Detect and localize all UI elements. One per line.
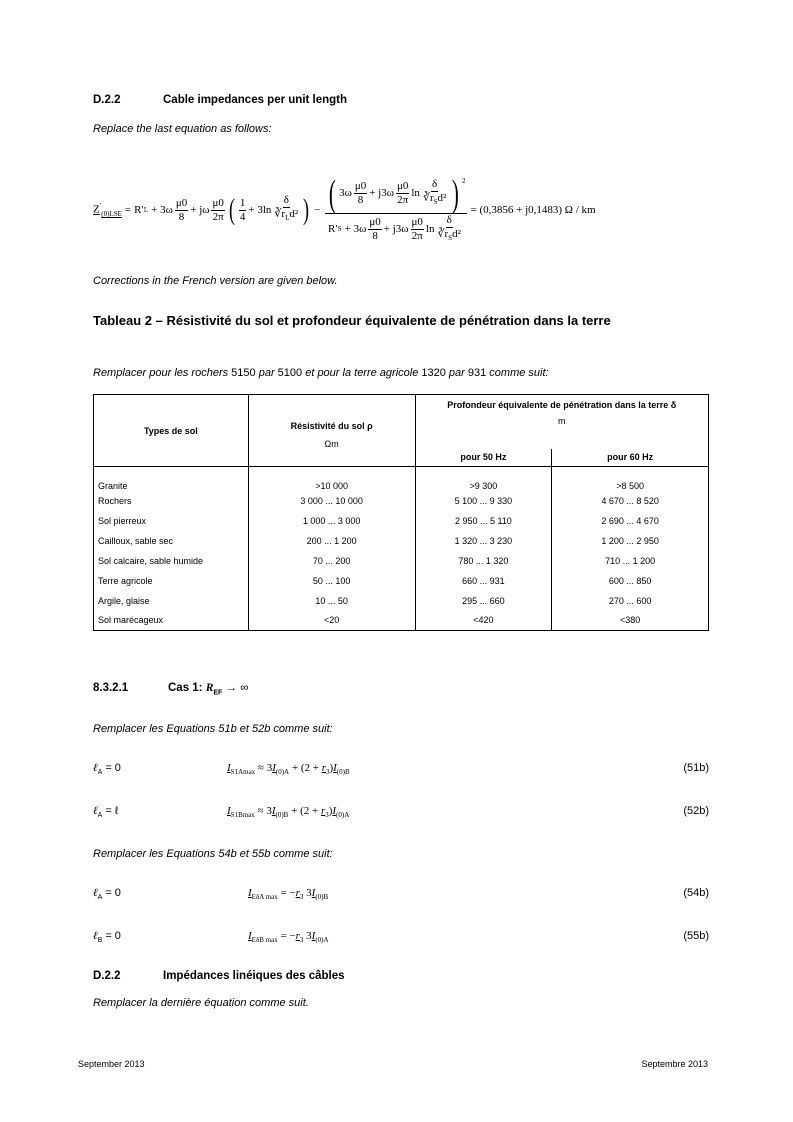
corrections-note: Corrections in the French version are given below. <box>93 275 338 287</box>
value-cell: 2 690 ... 4 670 <box>601 515 659 526</box>
equation-row <box>93 887 709 903</box>
equation-formula: $I_{S1Amax} \approx 3I_{(0)A} + (2 + r_3)I_{(0)B}$ <box>227 762 350 777</box>
value-cell: 600 ... 850 <box>608 575 652 586</box>
section-number: D.2.2 <box>93 94 121 106</box>
value-cell: 295 ... 660 <box>415 591 552 611</box>
soil-type-cell: Sol pierreux <box>94 511 249 531</box>
value-cell: <20 <box>248 611 415 631</box>
value-cell: 5 100 ... 9 330 <box>415 491 552 511</box>
table-instruction: Remplacer pour les rochers 5150 par 5100 et pour la terre agricole 1320 par 931 comme suit: <box>93 367 549 379</box>
header-depth: Profondeur équivalente de pénétration dans la terre δ m <box>447 400 677 426</box>
equation-condition: ℓ$_A$ = 0 <box>93 887 121 902</box>
table-row <box>94 591 709 611</box>
equation-condition: ℓ$_A$ = ℓ <box>93 805 119 820</box>
value-cell: 200 ... 1 200 <box>248 531 415 551</box>
table-row <box>94 551 709 571</box>
soil-type-cell: Terre agricole <box>94 571 249 591</box>
value-cell: 2 950 ... 5 110 <box>415 511 552 531</box>
instruction-text: Replace the last equation as follows: <box>93 123 272 135</box>
header-50hz: pour 50 Hz <box>415 449 552 467</box>
soil-type-cell: Sol calcaire, sable humide <box>94 551 249 571</box>
equation-number: (54b) <box>683 887 709 899</box>
section-heading-83221: 8.3.2.1 Cas 1: $R_{EF}$ → ∞ <box>93 682 249 697</box>
footer-left: September 2013 <box>78 1059 145 1069</box>
value-cell: 4 670 ... 8 520 <box>601 495 659 506</box>
equation-row <box>93 805 709 821</box>
soil-type-cell: Sol marécageux <box>94 611 249 631</box>
value-cell: 660 ... 931 <box>415 571 552 591</box>
section-heading-d22-fr: D.2.2 Impédances linéiques des câbles <box>93 970 345 982</box>
value-cell: <420 <box>415 611 552 631</box>
value-cell: 3 000 ... 10 000 <box>248 491 415 511</box>
section-heading-d22 <box>93 94 347 106</box>
equation-number: (51b) <box>683 762 709 774</box>
table-title: Tableau 2 – Résistivité du sol et profondeur équivalente de pénétration dans la terre <box>93 313 611 328</box>
table-row <box>94 531 709 551</box>
table-row <box>94 491 709 511</box>
soil-resistivity-table <box>93 394 709 631</box>
value-cell: 710 ... 1 200 <box>605 555 656 566</box>
value-cell: 1 200 ... 2 950 <box>601 535 659 546</box>
instruction-54b-55b: Remplacer les Equations 54b et 55b comme suit: <box>93 848 333 860</box>
value-cell: 70 ... 200 <box>248 551 415 571</box>
table-row <box>94 511 709 531</box>
value-cell: >10 000 <box>248 467 415 491</box>
value-cell: 1 000 ... 3 000 <box>248 511 415 531</box>
header-60hz: pour 60 Hz <box>552 449 709 467</box>
equation-condition: ℓ$_A$ = 0 <box>93 762 121 777</box>
value-cell: >9 300 <box>415 467 552 491</box>
equation-condition: ℓ$_B$ = 0 <box>93 930 121 945</box>
table-row <box>94 571 709 591</box>
value-cell: 10 ... 50 <box>248 591 415 611</box>
soil-type-cell: Granite <box>94 467 249 491</box>
equation-formula: $I_{S1Bmax} \approx 3I_{(0)B} + (2 + r_3)I_{(0)A}$ <box>227 805 350 820</box>
soil-type-cell: Cailloux, sable sec <box>94 531 249 551</box>
equation-row <box>93 930 709 946</box>
impedance-equation: $Z'_{(0)LSE}$ = R′ L + 3ω $\frac{\mu 0}{8}$ + jω $\frac{\mu 0}{2\pi}$ ( $\frac{1}{4}$ + 3ln $\frac{\delta}{∛r_Ld^2}$ ) − ( 3ω $\frac{\mu 0}{8}$ + j3ω $\frac{\mu 0}{2\pi}$ ln $\frac{\delta}{∛r_Sd^2}$ ) $^2$ R′ S + 3ω $\frac{\mu 0}{8}$ + j3ω $\frac{\mu 0}{2\pi}$ ln $\frac{\delta}{∛r_Sd^2}$ = (0,3856 + j0,1483) Ω / km <box>93 172 596 243</box>
soil-type-cell: Argile, glaise <box>94 591 249 611</box>
value-cell: 270 ... 600 <box>608 595 652 606</box>
instruction-last-equation: Remplacer la dernière équation comme suit. <box>93 997 309 1009</box>
value-cell: 780 ... 1 320 <box>415 551 552 571</box>
equation-number: (55b) <box>683 930 709 942</box>
value-cell: 50 ... 100 <box>248 571 415 591</box>
value-cell: 1 320 ... 3 230 <box>415 531 552 551</box>
equation-formula: $I_{E\delta B max} = -r_3$ $3I_{(0)A}$ <box>248 930 329 945</box>
instruction-51b-52b: Remplacer les Equations 51b et 52b comme suit: <box>93 723 333 735</box>
equation-number: (52b) <box>683 805 709 817</box>
value-cell: >8 500 <box>616 480 645 491</box>
header-resistivity: Résistivité du sol ρ Ωm <box>248 395 415 467</box>
soil-type-cell: Rochers <box>94 491 249 511</box>
section-title: Cable impedances per unit length <box>163 94 348 106</box>
equation-formula: $I_{E\delta A max} = -r_3$ $3I_{(0)B}$ <box>248 887 329 902</box>
equation-row <box>93 762 709 778</box>
table-row <box>94 467 709 491</box>
footer-right: Septembre 2013 <box>641 1059 708 1069</box>
table-row <box>94 611 709 631</box>
value-cell: <380 <box>619 615 641 626</box>
header-type: Types de sol <box>94 395 249 467</box>
